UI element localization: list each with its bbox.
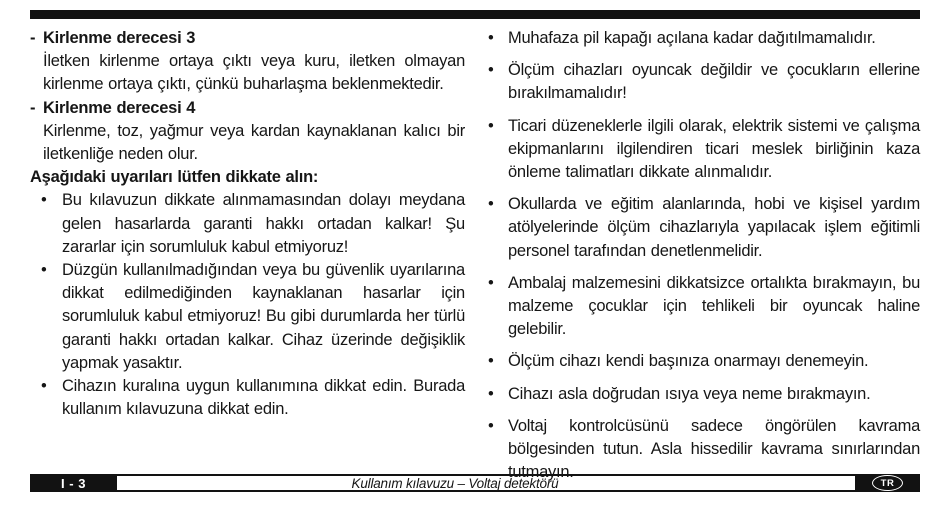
bullet-marker: • <box>488 195 494 214</box>
warnings-heading: Aşağıdaki uyarıları lütfen dikkate alın: <box>30 168 319 187</box>
bullet-marker: • <box>488 416 494 435</box>
page-number-badge: I - 3 <box>30 474 117 492</box>
list-item <box>487 272 920 342</box>
list-item <box>487 193 920 263</box>
list-item <box>487 27 920 50</box>
page-footer <box>30 474 920 492</box>
dash-marker: - <box>30 98 36 117</box>
list-item <box>487 115 920 185</box>
list-item <box>487 59 920 105</box>
footer-title: Kullanım kılavuzu – Voltaj detektörü <box>117 474 855 492</box>
definition-title: Kirlenme derecesi 3 <box>43 29 196 47</box>
list-item-text: Ticari düzeneklerle ilgili olarak, elektrik sistemi ve çalışma ekipmanlarını ilgilendiren ticari meslek birliğinin kaza önleme talimatları dikkate alınmalıdır. <box>508 116 920 182</box>
definition-title: Kirlenme derecesi 4 <box>43 98 196 117</box>
bullet-marker: • <box>488 29 494 47</box>
top-rule-bar <box>30 10 920 19</box>
bullet-marker: • <box>488 61 494 80</box>
tr-oval-icon: TR <box>872 475 903 491</box>
bullet-marker: • <box>41 261 47 280</box>
bullet-marker: • <box>41 191 47 210</box>
bullet-marker: • <box>488 352 494 371</box>
definition-block-pollution-degree-3 <box>30 27 465 97</box>
list-item <box>487 383 920 406</box>
list-item-text: Ölçüm cihazları oyuncak değildir ve çocukların ellerine bırakılmamalıdır! <box>508 61 920 103</box>
list-item <box>30 189 465 259</box>
list-item-text: Okullarda ve eğitim alanlarında, hobi ve kişisel yardım atölyelerinde ölçüm cihazlarıyla yapılacak işlem eğitimli personel tarafından denetlenmelidir. <box>508 195 920 260</box>
right-column <box>487 27 920 484</box>
list-item-text: Düzgün kullanılmadığından veya bu güvenlik uyarılarına dikkat edilmediğinden kaynaklanan hasarlar için sorumluluk kabul etmiyoruz! Bu gibi durumlarda her türlü garanti hakkı ortadan kalkar. Cihaz üzerinde değişiklik yapmak yasaktır. <box>62 261 465 372</box>
bullet-marker: • <box>41 377 47 396</box>
dash-marker: - <box>30 29 36 47</box>
list-item-text: Ölçüm cihazı kendi başınıza onarmayı denemeyin. <box>508 352 869 371</box>
definition-block-pollution-degree-4 <box>30 97 465 167</box>
left-column <box>30 27 465 484</box>
list-item-text: Muhafaza pil kapağı açılana kadar dağıtılmamalıdır. <box>508 29 876 47</box>
list-item <box>30 375 465 421</box>
list-item-text: Cihazın kuralına uygun kullanımına dikkat edin. Burada kullanım kılavuzuna dikkat edin. <box>62 377 465 419</box>
list-item <box>30 259 465 375</box>
list-item-text: Bu kılavuzun dikkate alınmamasından dolayı meydana gelen hasarlarda garanti hakkı ortadan kalkar! Şu zararlar için sorumluluk kabul etmiyoruz! <box>62 191 465 256</box>
list-item-text: Voltaj kontrolcüsünü sadece öngörülen kavrama bölgesinden tutun. Asla hissedilir kavrama sınırlarından tutmayın. <box>508 416 920 482</box>
list-item-text: Cihazı asla doğrudan ısıya veya neme bırakmayın. <box>508 384 871 403</box>
definition-title-row <box>30 97 465 120</box>
list-item <box>487 350 920 373</box>
bullet-marker: • <box>488 384 494 403</box>
page-content <box>30 27 920 484</box>
bullet-marker: • <box>488 273 494 292</box>
language-badge <box>855 474 920 492</box>
definition-body: İletken kirlenme ortaya çıktı veya kuru, iletken olmayan kirlenme ortaya çıktı, çünkü buharlaşma beklenmektedir. <box>43 52 465 94</box>
definition-body: Kirlenme, toz, yağmur veya kardan kaynaklanan kalıcı bir iletkenliğe neden olur. <box>43 121 465 164</box>
list-item-text: Ambalaj malzemesini dikkatsizce ortalıkta bırakmayın, bu malzeme çocuklar için tehlikeli bir oyuncak haline gelebilir. <box>508 273 920 339</box>
bullet-marker: • <box>488 116 494 135</box>
definition-title-row <box>30 27 465 50</box>
